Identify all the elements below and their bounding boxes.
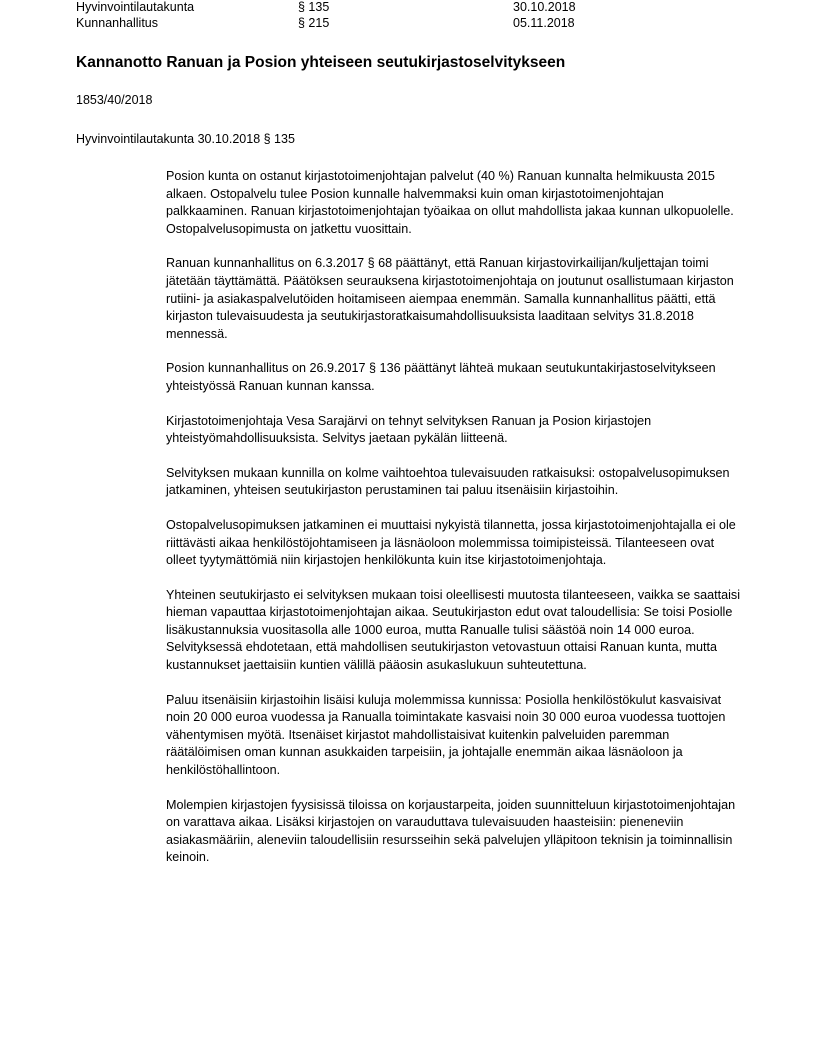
table-row bbox=[76, 16, 744, 32]
paragraph: Posion kunnanhallitus on 26.9.2017 § 136 päättänyt lähteä mukaan seutukuntakirjastoselvitykseen yhteistyössä Ranuan kunnan kanssa. bbox=[166, 361, 716, 393]
meeting-section-number: § 215 bbox=[298, 15, 330, 30]
paragraph: Yhteinen seutukirjasto ei selvityksen mukaan toisi oleellisesti muutosta tilanteeseen, vaikka se saattaisi hieman vapauttaa kirjastotoimenjohtajan aikaa. Seutukirjaston edut ovat taloudellisia: Se toisi Posiolle lisäkustannuksia vuositasolla alle 1000 euroa, mutta Ranualle tulisi säästöä noin 14 000 euroa. Selvityksessä ehdotetaan, että mahdollisen seutukirjaston vetovastuun ottaisi Ranuan kunta, mutta kustannukset jaettaisiin kuntien välillä pääosin asukaslukuun suhteutettuna. bbox=[166, 587, 741, 673]
paragraph: Ostopalvelusopimuksen jatkaminen ei muuttaisi nykyistä tilannetta, jossa kirjastotoimenjohtajalla ei ole riittävästi aikaa henkilöstöjohtamiseen ja läsnäoloon molemmissa toimipisteissä. Tilanteeseen ovat olleet tyytymättömiä niin kirjastojen henkilökunta kuin itse kirjastotoimenjohtaja. bbox=[166, 517, 736, 568]
paragraph: Posion kunta on ostanut kirjastotoimenjohtajan palvelut (40 %) Ranuan kunnalta helmikuusta 2015 alkaen. Ostopalvelu tulee Posion kunnalle halvemmaksi kuin oman kirjastotoimenjohtajan palkkaaminen. Ranuan kirjastotoimenjohtajan työaikaa on ollut mahdollista jakaa kunnan ulkopuolelle. Ostopalvelusopimusta on jatkettu vuosittain. bbox=[166, 169, 734, 236]
paragraph: Molempien kirjastojen fyysisissä tiloissa on korjaustarpeita, joiden suunnitteluun kirjastotoimenjohtajan on varattava aikaa. Lisäksi kirjastojen on varauduttava tulevaisuuden haasteisiin: pieneneviin asiakasmääriin, aleneviin taloudellisiin resursseihin sekä palvelujen ylläpitoon teknisin ja toiminnallisin keinoin. bbox=[166, 797, 736, 865]
meeting-date: 30.10.2018 bbox=[513, 0, 576, 14]
meeting-date: 05.11.2018 bbox=[513, 15, 575, 30]
table-row bbox=[76, 0, 744, 16]
meeting-section-number: § 135 bbox=[298, 0, 330, 14]
paragraph: Paluu itsenäisiin kirjastoihin lisäisi kuluja molemmissa kunnissa: Posiolla henkilöstökulut kasvaisivat noin 20 000 euroa vuodessa ja Ranualla toimintakate kasvaisi noin 30 000 euroa vuodessa tuottojen vähentymisen myötä. Itsenäiset kirjastot mahdollistaisivat kuitenkin palveluiden paremman räätälöimisen oman kunnan asukkaiden tarpeisiin, ja johtajalle enemmän aikaa läsnäoloon ja henkilöstöhallintoon. bbox=[166, 692, 726, 778]
page-title: Kannanotto Ranuan ja Posion yhteiseen seutukirjastoselvitykseen bbox=[76, 54, 566, 71]
meeting-header-table bbox=[76, 0, 744, 31]
paragraph: Selvityksen mukaan kunnilla on kolme vaihtoehtoa tulevaisuuden ratkaisuksi: ostopalvelusopimuksen jatkaminen, yhteisen seutukirjaston perustaminen tai paluu itsenäisiin kirjastoihin. bbox=[166, 465, 730, 498]
meeting-body-name: Kunnanhallitus bbox=[76, 15, 159, 30]
agenda-reference: Hyvinvointilautakunta 30.10.2018 § 135 bbox=[76, 131, 295, 146]
meeting-header-body bbox=[76, 0, 744, 31]
document-identifier: 1853/40/2018 bbox=[76, 93, 153, 107]
paragraph: Ranuan kunnanhallitus on 6.3.2017 § 68 päättänyt, että Ranuan kirjastovirkailijan/kuljettajan toimi jätetään täyttämättä. Päätöksen seurauksena kirjastotoimenjohtaja on joutunut osallistumaan kirjaston rutiini- ja asiakaspalvelutöiden hoitamiseen aiempaa enemmän. Samalla kunnanhallitus päätti, että kirjaston tulevaisuudesta ja seutukirjastoratkaisumahdollisuuksista laaditaan selvitys 31.8.2018 mennessä. bbox=[166, 256, 734, 341]
meeting-body-name: Hyvinvointilautakunta bbox=[76, 0, 195, 14]
paragraph: Kirjastotoimenjohtaja Vesa Sarajärvi on tehnyt selvityksen Ranuan ja Posion kirjastojen yhteistyömahdollisuuksista. Selvitys jaetaan pykälän liitteenä. bbox=[166, 413, 652, 446]
document-body bbox=[76, 168, 744, 867]
